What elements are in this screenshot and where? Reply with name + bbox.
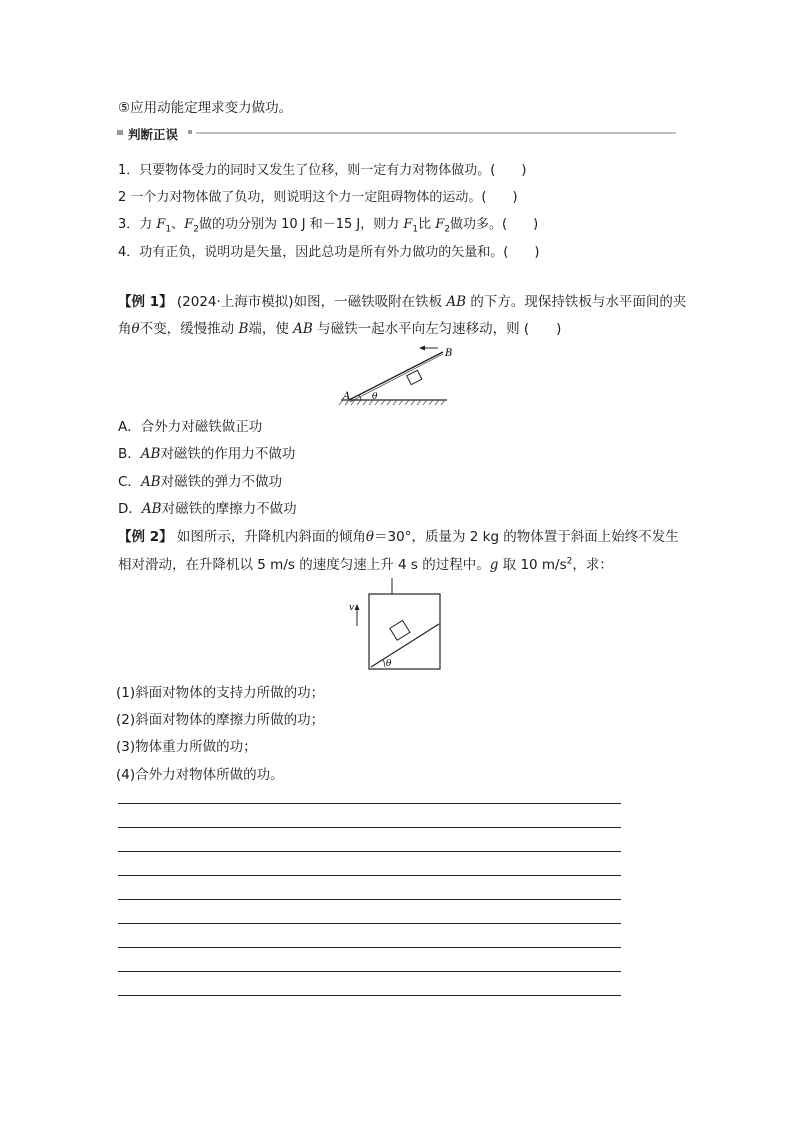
example2-tag: 【例 2】	[118, 529, 173, 545]
judge-title: 判断正误	[128, 127, 179, 142]
elevator-incline-figure	[345, 578, 445, 674]
iron-plate-ab	[349, 352, 443, 400]
example2-part-3: (3)物体重力所做的功；	[116, 739, 257, 755]
answer-line[interactable]	[118, 803, 621, 804]
example2-part-2: (2)斜面对物体的摩擦力所做的功；	[116, 712, 325, 728]
answer-line[interactable]	[118, 899, 621, 900]
label-v: v	[349, 603, 355, 613]
example1-line1: 【例 1】 (2024·上海市模拟)如图，一磁铁吸附在铁板 AB 的下方。现保持铁板与水平面间的夹	[118, 294, 687, 310]
judge-q4: 4．功有正负，说明功是矢量，因此总功是所有外力做功的矢量和。( )	[118, 245, 540, 260]
example1-option-a: A．合外力对磁铁做正功	[118, 419, 263, 435]
answer-line[interactable]	[118, 827, 621, 828]
intro-item-5: ⑤应用动能定理求变力做功。	[118, 100, 293, 116]
judge-q1: 1．只要物体受力的同时又发生了位移，则一定有力对物体做功。( )	[118, 163, 527, 178]
judge-q3: 3．力 $F_1$、$F_2$做的功分别为 10 J 和－15 J，则力 $F_1$比 $F_2$做功多。( )	[118, 217, 539, 235]
example1-tag: 【例 1】	[118, 294, 173, 310]
judge-q2: 2 一个力对物体做了负功，则说明这个力一定阻碍物体的运动。( )	[118, 190, 518, 205]
ground-hatch	[339, 400, 445, 405]
example1-option-c: C．AB对磁铁的弹力不做功	[118, 474, 283, 490]
answer-line[interactable]	[118, 971, 621, 972]
answer-line[interactable]	[118, 851, 621, 852]
label-b: B	[445, 348, 453, 359]
header-left-bar	[117, 130, 123, 135]
example2-part-1: (1)斜面对物体的支持力所做的功；	[116, 685, 325, 701]
example1-option-b: B．AB对磁铁的作用力不做功	[118, 446, 296, 462]
answer-line[interactable]	[118, 923, 621, 924]
magnet-block	[407, 370, 422, 384]
example2-part-4: (4)合外力对物体所做的功。	[116, 767, 284, 783]
label-a: A	[343, 391, 351, 402]
label-theta: θ	[386, 659, 392, 669]
incline-magnet-figure	[335, 340, 460, 410]
header-rule	[196, 132, 676, 134]
example2-line2: 相对滑动，在升降机以 5 m/s 的速度匀速上升 4 s 的过程中。g 取 10 $m/s^2$，求：	[118, 556, 613, 573]
label-theta: θ	[372, 392, 378, 402]
answer-line[interactable]	[118, 875, 621, 876]
example1-option-d: D．AB对磁铁的摩擦力不做功	[118, 501, 297, 517]
example2-line1: 【例 2】 如图所示，升降机内斜面的倾角θ＝30°，质量为 2 kg 的物体置于斜面上始终不发生	[118, 529, 679, 545]
example1-line2: 角θ不变，缓慢推动 B端，使 AB 与磁铁一起水平向左匀速移动，则 ( )	[118, 321, 562, 337]
answer-line[interactable]	[118, 947, 621, 948]
answer-line[interactable]	[118, 995, 621, 996]
header-dot	[188, 130, 192, 134]
